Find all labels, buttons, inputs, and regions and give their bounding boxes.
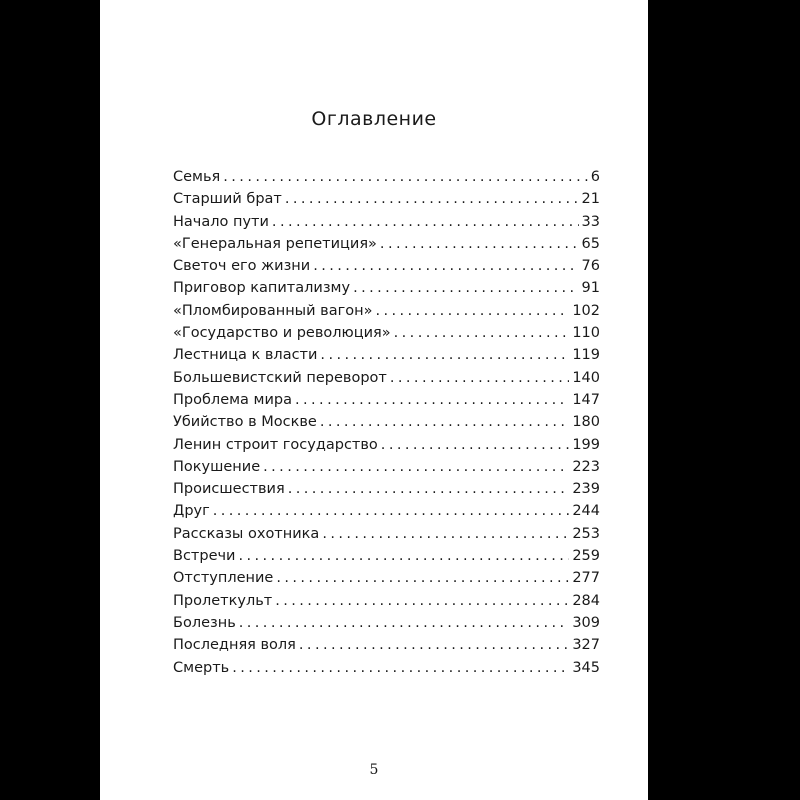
toc-entry — [173, 214, 600, 236]
toc-entry-title: Последняя воля — [173, 637, 296, 654]
dot-leader — [263, 459, 569, 475]
toc-entry-page: 345 — [572, 659, 600, 676]
dot-leader — [320, 347, 569, 363]
toc-entry-title: Пролеткульт — [173, 592, 273, 609]
book-page — [100, 0, 648, 800]
dot-leader — [320, 414, 570, 430]
dot-leader — [238, 548, 569, 564]
toc-entry — [173, 236, 600, 258]
toc-entry — [173, 637, 600, 659]
toc-entry-title: Покушение — [173, 458, 261, 475]
toc-entry-page: 327 — [572, 637, 600, 654]
toc-entry — [173, 481, 600, 503]
toc-entry-title: Семья — [173, 169, 221, 185]
toc-entry — [173, 370, 600, 392]
toc-entry-page: 253 — [572, 525, 600, 542]
toc-entry — [173, 437, 600, 459]
table-of-contents — [173, 169, 600, 682]
dot-leader — [299, 637, 569, 653]
toc-entry — [173, 615, 600, 637]
toc-entry — [173, 570, 600, 592]
toc-entry-page: 309 — [572, 614, 600, 631]
toc-entry-title: Начало пути — [173, 213, 269, 230]
toc-entry-page: 65 — [581, 235, 600, 252]
toc-entry — [173, 593, 600, 615]
dot-leader — [375, 303, 569, 319]
toc-entry-title: Встречи — [173, 548, 236, 565]
toc-entry-page: 277 — [572, 570, 600, 587]
toc-entry-title: Убийство в Москве — [173, 414, 317, 431]
toc-entry — [173, 414, 600, 436]
toc-entry-page: 223 — [572, 458, 600, 475]
toc-entry — [173, 548, 600, 570]
toc-entry-title: Болезнь — [173, 614, 236, 631]
left-black-border — [0, 0, 100, 800]
toc-entry-page: 110 — [572, 325, 600, 342]
toc-entry-title: «Государство и революция» — [173, 325, 391, 342]
dot-leader — [239, 615, 570, 631]
toc-entry-page: 119 — [572, 347, 600, 364]
dot-leader — [380, 236, 579, 252]
dot-leader — [313, 258, 578, 274]
toc-entry-page: 140 — [572, 369, 600, 386]
toc-entry — [173, 303, 600, 325]
toc-entry-title: Друг — [173, 503, 210, 520]
dot-leader — [353, 280, 578, 296]
dot-leader — [275, 593, 569, 609]
toc-entry — [173, 169, 600, 191]
toc-entry-page: 259 — [572, 548, 600, 565]
toc-entry-title: Отступление — [173, 570, 274, 587]
dot-leader — [288, 481, 570, 497]
toc-entry-page: 180 — [572, 414, 600, 431]
dot-leader — [285, 191, 579, 207]
right-black-border — [648, 0, 800, 800]
toc-entry-title: Большевистский переворот — [173, 369, 387, 386]
dot-leader — [276, 570, 569, 586]
page-title: Оглавление — [311, 108, 437, 130]
toc-entry-page: 76 — [581, 258, 600, 275]
dot-leader — [394, 325, 570, 341]
toc-entry — [173, 258, 600, 280]
dot-leader — [223, 169, 588, 185]
toc-entry — [173, 503, 600, 525]
toc-entry-page: 91 — [581, 280, 600, 297]
toc-entry-page: 244 — [572, 503, 600, 520]
toc-entry-page: 284 — [572, 592, 600, 609]
toc-entry-page: 33 — [581, 213, 600, 230]
dot-leader — [213, 503, 570, 519]
toc-entry-page: 6 — [590, 169, 600, 185]
toc-entry — [173, 459, 600, 481]
toc-entry-page: 199 — [572, 436, 600, 453]
dot-leader — [295, 392, 569, 408]
toc-entry-title: Рассказы охотника — [173, 525, 320, 542]
toc-entry — [173, 392, 600, 414]
toc-entry-title: Приговор капитализму — [173, 280, 351, 297]
toc-entry-title: Смерть — [173, 659, 230, 676]
toc-entry — [173, 280, 600, 302]
toc-entry-title: «Генеральная репетиция» — [173, 235, 377, 252]
dot-leader — [232, 660, 569, 676]
toc-entry — [173, 347, 600, 369]
toc-entry-page: 21 — [581, 191, 600, 208]
toc-entry — [173, 325, 600, 347]
toc-entry-page: 147 — [572, 391, 600, 408]
dot-leader — [381, 437, 570, 453]
toc-entry-title: Проблема мира — [173, 391, 292, 408]
toc-entry-title: Ленин строит государство — [173, 436, 378, 453]
page-number: 5 — [369, 762, 379, 778]
toc-entry — [173, 526, 600, 548]
dot-leader — [390, 370, 569, 386]
toc-entry-title: «Пломбированный вагон» — [173, 302, 373, 319]
toc-entry-title: Старший брат — [173, 191, 282, 208]
toc-entry — [173, 660, 600, 682]
toc-entry-page: 239 — [572, 481, 600, 498]
toc-entry-title: Лестница к власти — [173, 347, 318, 364]
toc-entry-title: Светоч его жизни — [173, 258, 311, 275]
dot-leader — [272, 214, 579, 230]
dot-leader — [322, 526, 569, 542]
toc-entry-title: Происшествия — [173, 481, 285, 498]
toc-entry-page: 102 — [572, 302, 600, 319]
toc-entry — [173, 191, 600, 213]
